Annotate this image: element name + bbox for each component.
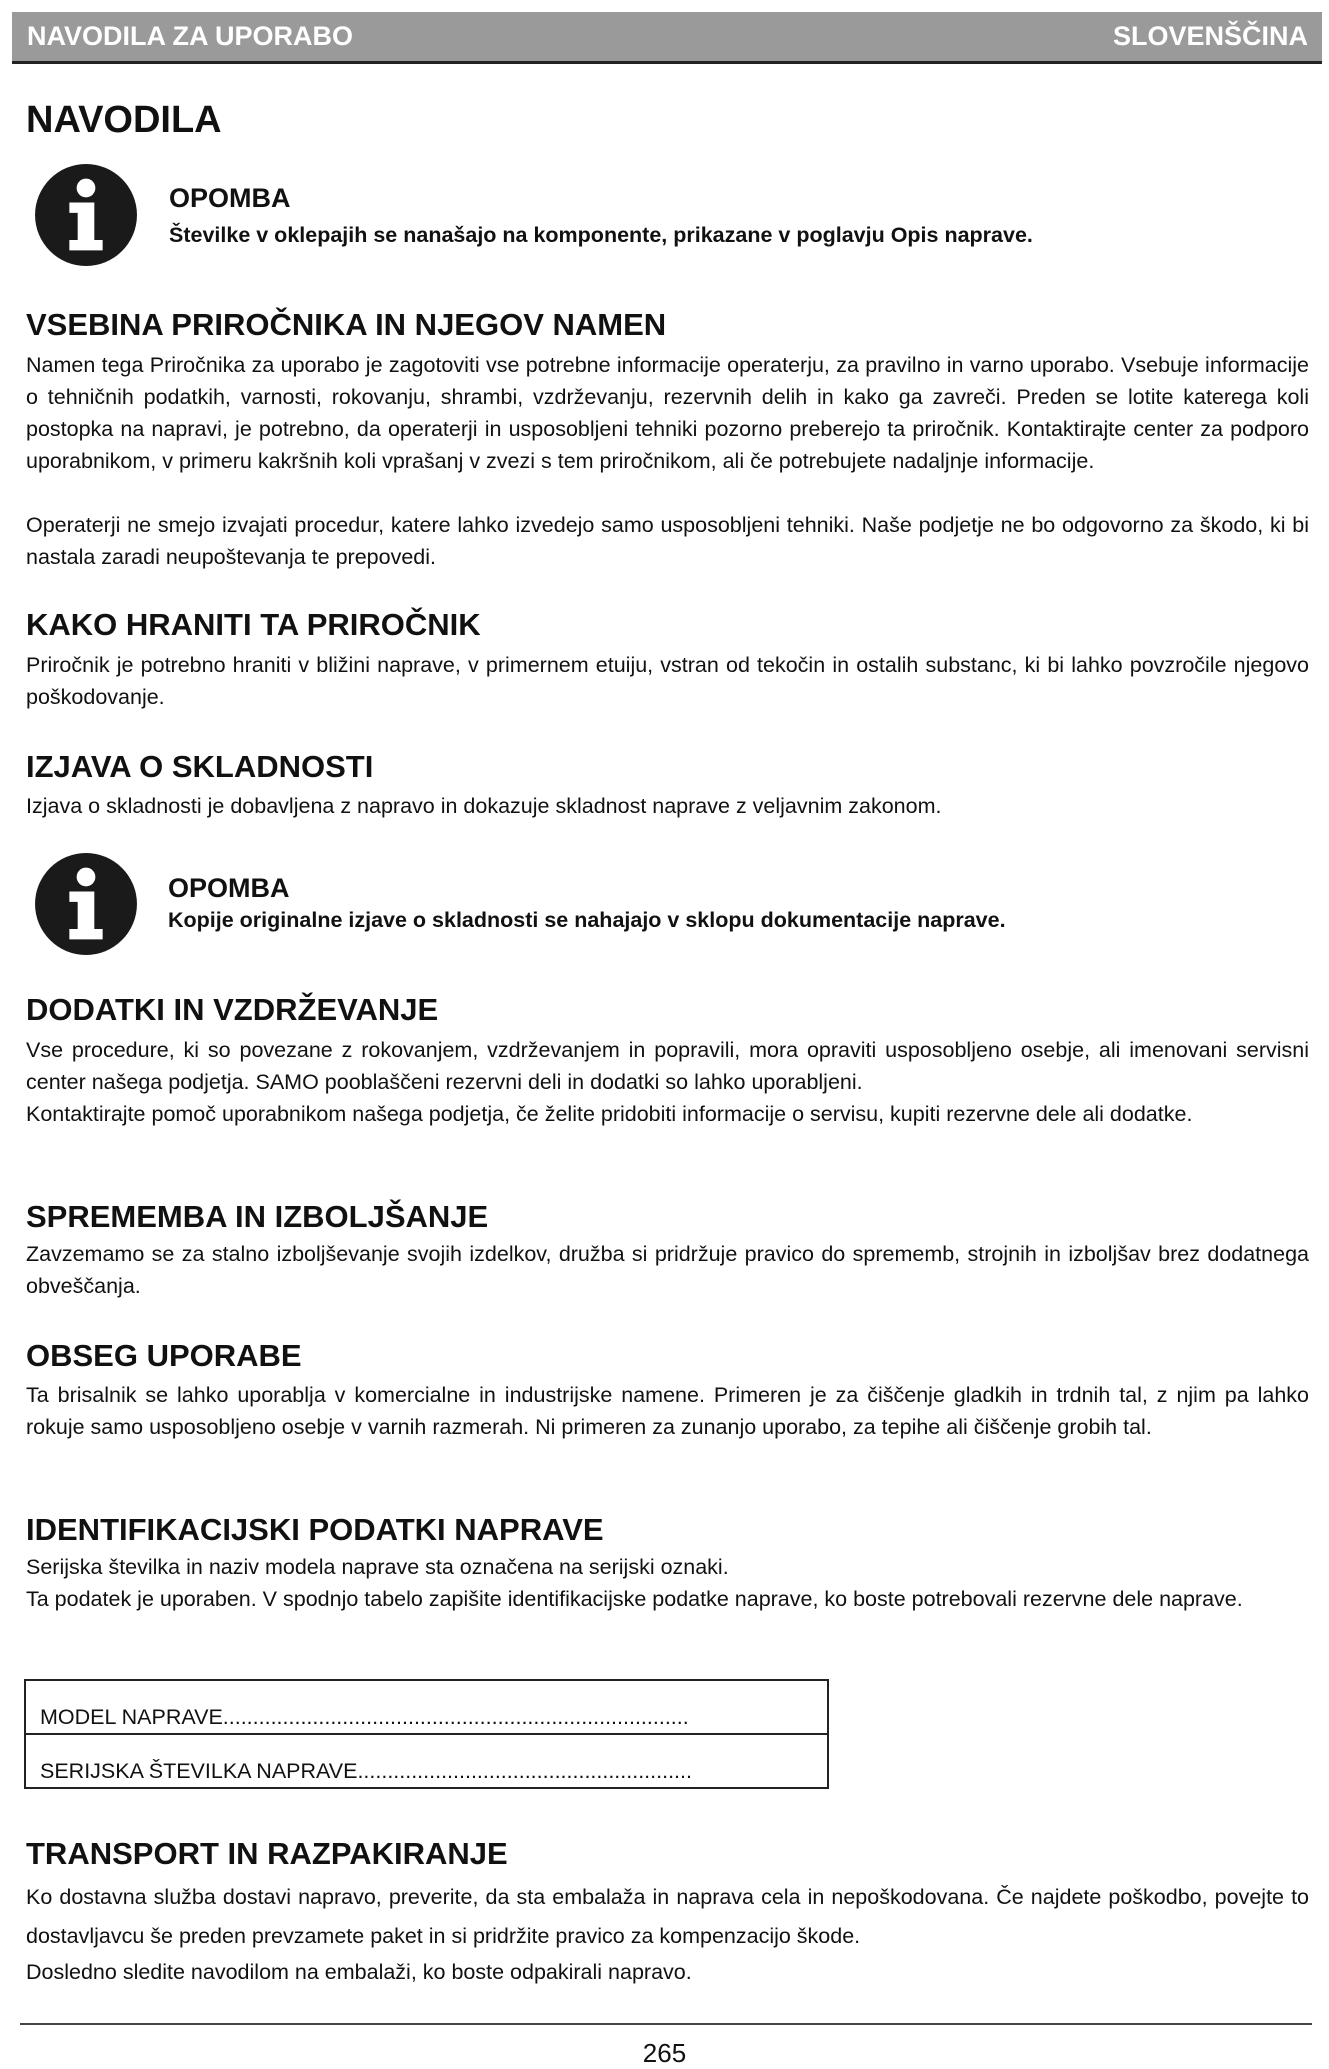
page-number: 265 bbox=[642, 2038, 687, 2068]
section-paragraph: Ta podatek je uporaben. V spodnjo tabelo zapišite identifikacijske podatke naprave, ko boste potrebovali rezervne dele naprave. bbox=[26, 1587, 1243, 1611]
note-title: OPOMBA bbox=[168, 873, 290, 903]
section-heading: SPREMEMBA IN IZBOLJŠANJE bbox=[26, 1199, 489, 1234]
footer-divider bbox=[20, 2023, 1312, 2025]
section-paragraph: Namen tega Priročnika za uporabo je zagotoviti vse potrebne informacije operaterju, za pravilno in varno uporabo. Vsebuje informacije o tehničnih podatkih, varnosti, rokovanju, shrambi, vzdrževanju, rezervnih delih in kako ga zavreči. Preden se lotite katerega koli postopka na napravi, je potrebno, da operaterji in usposobljeni tehniki pozorno preberejo ta priročnik. Kontaktirajte center za podporo uporabnikom, v primeru kakršnih koli vprašanj v zvezi s tem priročnikom, ali če potrebujete nadaljnje informacije. bbox=[26, 353, 1309, 473]
note-title: OPOMBA bbox=[169, 183, 291, 213]
section-heading: DODATKI IN VZDRŽEVANJE bbox=[26, 992, 439, 1027]
section-paragraph: Ta brisalnik se lahko uporablja v komercialne in industrijske namene. Primeren je za čiščenje gladkih in trdnih tal, z njim pa lahko rokuje samo usposobljeno osebje v varnih razmerah. Ni primeren za zunanjo uporabo, za tepihe ali čiščenje grobih tal. bbox=[26, 1383, 1309, 1439]
section-heading: OBSEG UPORABE bbox=[26, 1338, 302, 1373]
note-box bbox=[34, 163, 1284, 273]
info-icon bbox=[34, 163, 138, 267]
table-row bbox=[26, 1735, 827, 1789]
section-paragraph: Kontaktirajte pomoč uporabnikom našega podjetja, če želite pridobiti informacije o servisu, kupiti rezervne dele ali dodatke. bbox=[26, 1102, 1193, 1126]
section-heading: KAKO HRANITI TA PRIROČNIK bbox=[26, 607, 481, 642]
section-paragraph: Priročnik je potrebno hraniti v bližini naprave, v primernem etuiju, vstran od tekočin in ostalih substanc, ki bi lahko povzročile njegovo poškodovanje. bbox=[26, 653, 1309, 709]
identification-table bbox=[24, 1679, 829, 1789]
section-heading: VSEBINA PRIROČNIKA IN NJEGOV NAMEN bbox=[26, 307, 667, 342]
section-paragraph: Ko dostavna služba dostavi napravo, preverite, da sta embalaža in naprava cela in nepoškodovana. Če najdete poškodbo, povejte to dostavljavcu še preden prevzamete paket in si pridržite pravico za kompenzacijo škode. bbox=[26, 1885, 1309, 1948]
info-icon bbox=[34, 852, 138, 956]
section-heading: IDENTIFIKACIJSKI PODATKI NAPRAVE bbox=[26, 1512, 604, 1547]
table-row bbox=[26, 1681, 827, 1735]
section-heading: TRANSPORT IN RAZPAKIRANJE bbox=[26, 1836, 508, 1871]
section-paragraph: Zavzemamo se za stalno izboljševanje svojih izdelkov, družba si pridržuje pravico do sprememb, strojnih in izboljšav brez dodatnega obveščanja. bbox=[26, 1242, 1309, 1298]
section-paragraph: Izjava o skladnosti je dobavljena z napravo in dokazuje skladnost naprave z veljavnim zakonom. bbox=[26, 794, 942, 818]
section-paragraph: Operaterji ne smejo izvajati procedur, katere lahko izvedejo samo usposobljeni tehniki. Naše podjetje ne bo odgovorno za škodo, ki bi nastala zaradi neupoštevanja te prepovedi. bbox=[26, 513, 1309, 569]
page-title: NAVODILA bbox=[26, 99, 222, 141]
serial-field: SERIJSKA ŠTEVILKA NAPRAVE........................................................ bbox=[40, 1759, 692, 1783]
section-paragraph: Dosledno sledite navodilom na embalaži, ko boste odpakirali napravo. bbox=[26, 1960, 692, 1984]
note-box bbox=[34, 852, 1284, 962]
note-text: Kopije originalne izjave o skladnosti se nahajajo v sklopu dokumentacije naprave. bbox=[168, 908, 1006, 932]
section-paragraph: Vse procedure, ki so povezane z rokovanjem, vzdrževanjem in popravili, mora opraviti usposobljeno osebje, ali imenovani servisni center našega podjetja. SAMO pooblaščeni rezervni deli in dodatki so lahko uporabljeni. bbox=[26, 1038, 1309, 1094]
note-text: Številke v oklepajih se nanašajo na komponente, prikazane v poglavju Opis naprave. bbox=[169, 223, 1033, 247]
section-paragraph: Serijska številka in naziv modela naprave sta označena na serijski oznaki. bbox=[26, 1555, 729, 1579]
model-field: MODEL NAPRAVE.............................................................................. bbox=[40, 1705, 689, 1729]
header-language: SLOVENŠČINA bbox=[1112, 21, 1308, 51]
section-heading: IZJAVA O SKLADNOSTI bbox=[26, 749, 374, 784]
header-title: NAVODILA ZA UPORABO bbox=[27, 21, 353, 51]
page-header bbox=[12, 12, 1322, 64]
